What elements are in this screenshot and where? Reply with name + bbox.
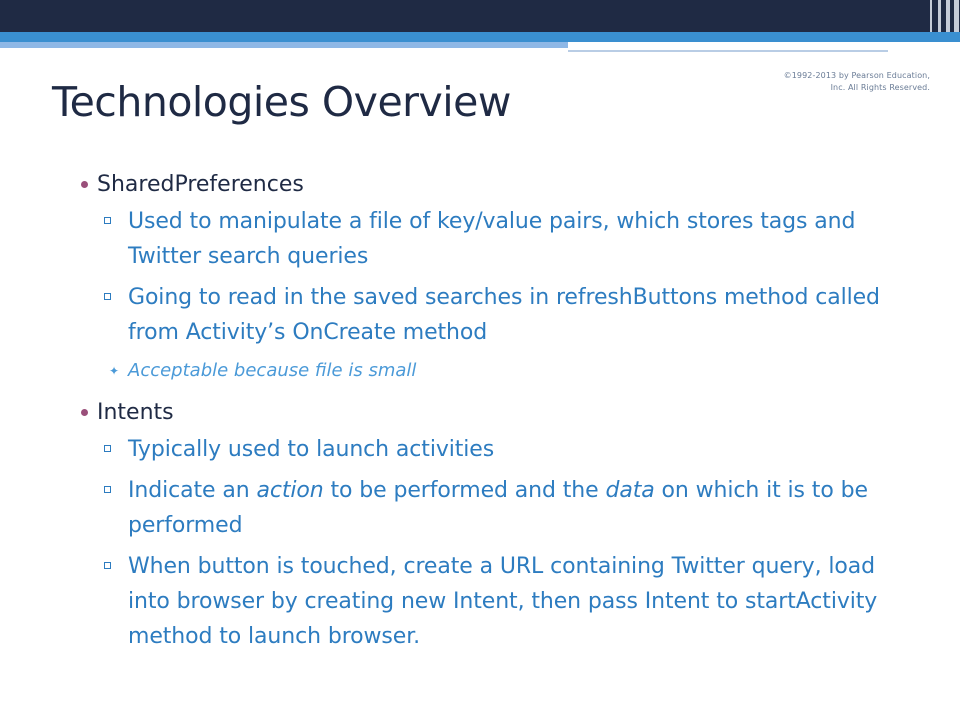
sub-sub-bullet-item <box>75 356 885 386</box>
slide-content <box>75 166 885 660</box>
header-bar-blue <box>0 32 960 42</box>
square-bullet-icon <box>104 562 111 569</box>
text-segment: on which it is to be performed <box>128 478 868 538</box>
copyright-notice: ©1992-2013 by Pearson Education, Inc. All Rights Reserved. <box>783 71 930 92</box>
star-bullet-icon: ✦ <box>109 364 120 378</box>
text-segment: to be performed and the <box>323 478 606 503</box>
sub-bullet-text: When button is touched, create a URL containing Twitter query, load into browser by creating new Intent, then pass Intent to startActivity method to launch browser. <box>128 554 878 649</box>
header-stripe <box>954 0 959 32</box>
sub-bullet-text: Going to read in the saved searches in refreshButtons method called from Activity’s OnCreate method <box>128 285 880 345</box>
emphasis-text: data <box>605 478 655 503</box>
square-bullet-icon <box>104 217 111 224</box>
sub-bullet-item <box>75 473 885 543</box>
emphasis-text: action <box>256 478 324 503</box>
sub-bullet-item <box>75 432 885 467</box>
square-bullet-icon <box>104 486 111 493</box>
sub-bullet-text <box>128 478 868 538</box>
sub-bullet-item <box>75 204 885 274</box>
bullet-item <box>75 166 885 204</box>
text-segment: Indicate an <box>128 478 257 503</box>
sub-bullet-item <box>75 280 885 350</box>
bullet-label: SharedPreferences <box>97 172 304 197</box>
bullet-dot-icon <box>81 409 88 416</box>
header-stripe <box>938 0 941 32</box>
header-bar-light <box>0 42 568 48</box>
header-rule <box>568 50 888 52</box>
sub-bullet-text: Typically used to launch activities <box>128 437 495 462</box>
header-stripe <box>930 0 932 32</box>
sub-bullet-item <box>75 549 885 654</box>
header-stripe <box>946 0 950 32</box>
sub-bullet-text: Used to manipulate a file of key/value pairs, which stores tags and Twitter search queries <box>128 209 856 269</box>
square-bullet-icon <box>104 293 111 300</box>
bullet-label: Intents <box>97 400 174 425</box>
bullet-item <box>75 394 885 432</box>
bullet-dot-icon <box>81 181 88 188</box>
header-bar-dark <box>0 0 960 32</box>
slide-title: Technologies Overview <box>52 78 511 126</box>
square-bullet-icon <box>104 445 111 452</box>
sub-sub-bullet-text: Acceptable because file is small <box>128 360 417 381</box>
